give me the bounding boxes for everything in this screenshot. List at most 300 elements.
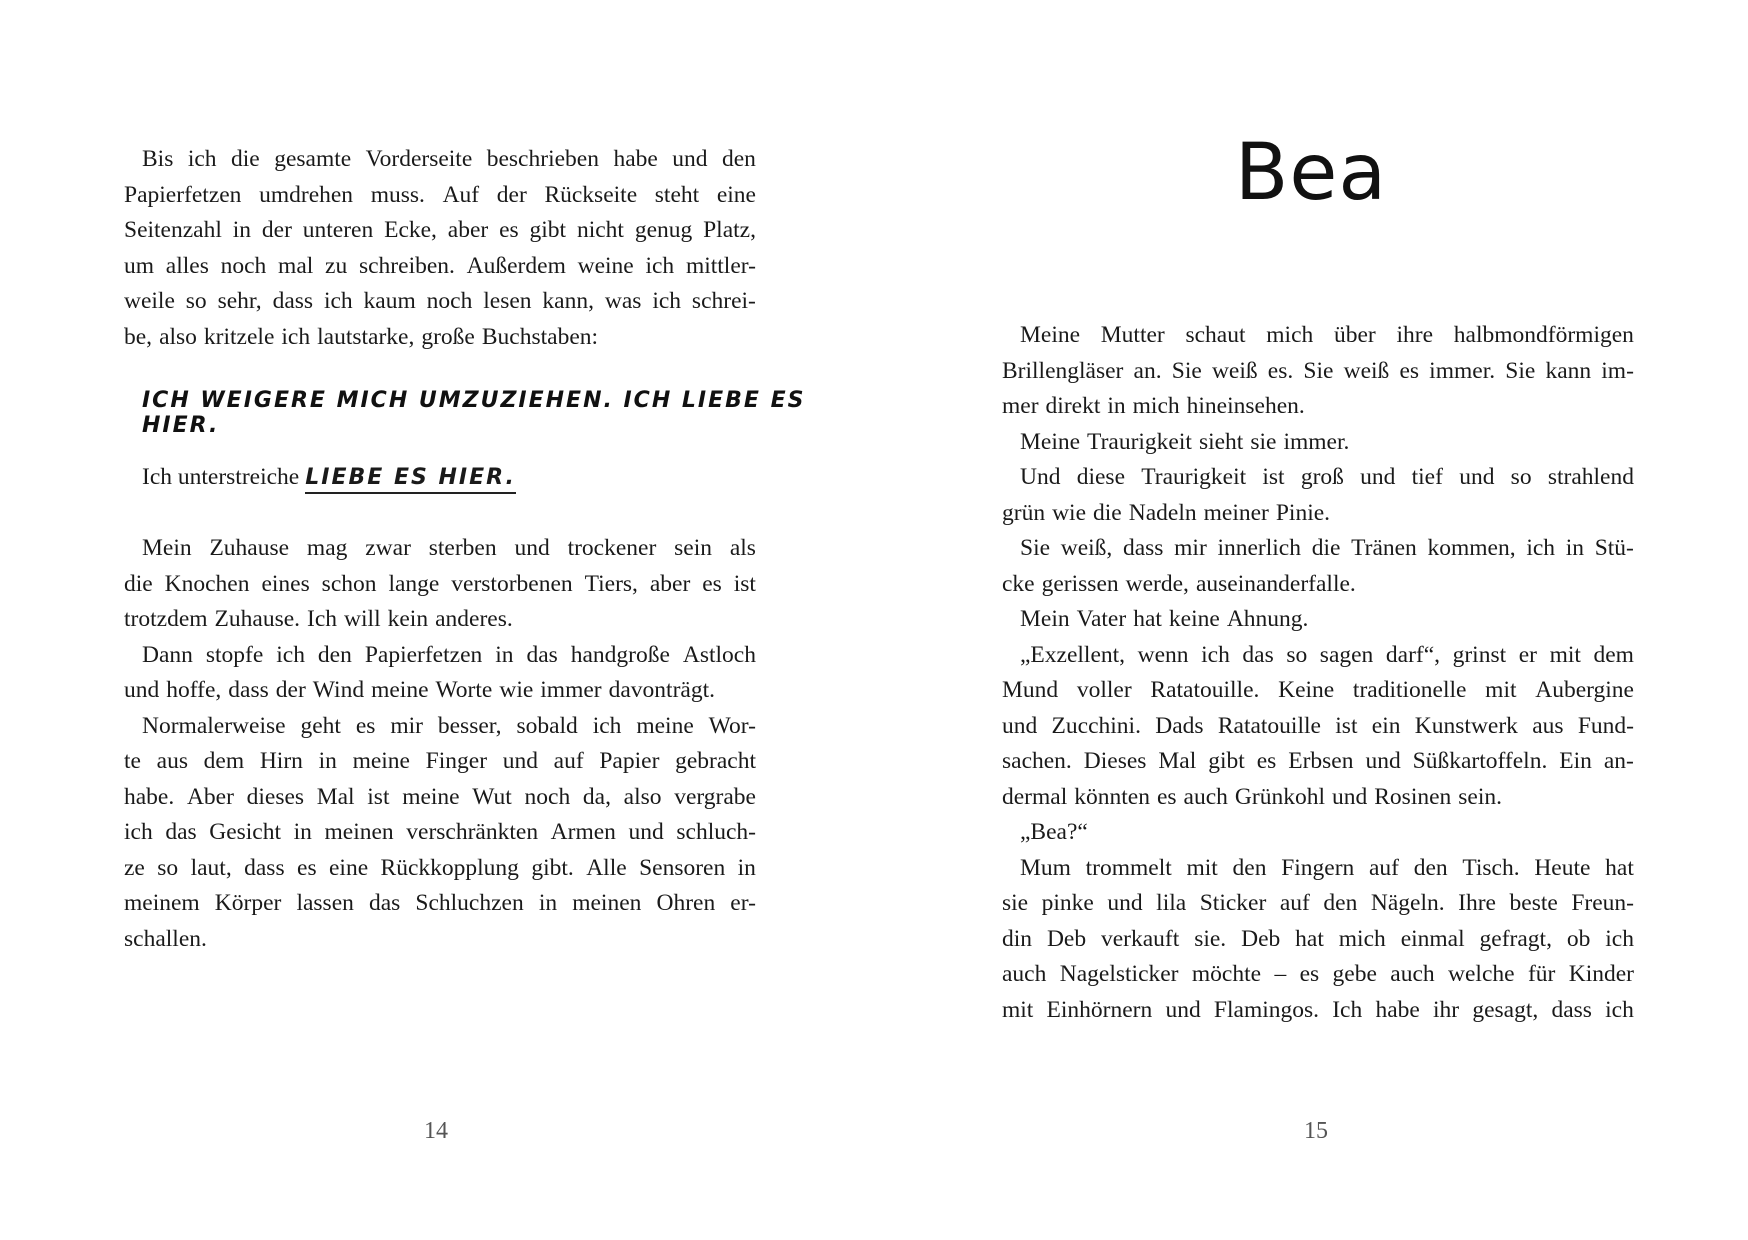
word: in [1565, 535, 1584, 561]
word: beschrieben [486, 146, 599, 172]
chapter-title: Bea [1234, 128, 1388, 218]
right-body-text [1002, 318, 1634, 1028]
word: an- [1603, 748, 1634, 774]
word: keine [1168, 606, 1220, 632]
word: Gesicht [209, 819, 282, 845]
word: trotzdem [124, 606, 208, 632]
word: grinst [1452, 641, 1507, 668]
text-line [1002, 957, 1634, 993]
word: noch [426, 288, 473, 314]
word: trockener [567, 535, 657, 561]
word: meinen [324, 819, 394, 845]
word: er- [730, 890, 756, 916]
word: „Exzellent, [1020, 641, 1126, 668]
word: also [159, 323, 197, 350]
text-line [124, 284, 756, 320]
word: hoffe, [166, 677, 222, 703]
word: Mein [1020, 606, 1070, 632]
word: handgroße [570, 641, 670, 668]
word: Brillengläser [1002, 357, 1124, 384]
word: einmal [1400, 925, 1465, 952]
word: so [1510, 464, 1532, 490]
word: kritzele [203, 323, 275, 350]
word: die [1093, 499, 1122, 526]
word: ihre [1396, 322, 1434, 348]
word: könnten [1074, 783, 1150, 810]
word: das [1242, 641, 1274, 668]
text-line [124, 851, 756, 887]
word: sachen. [1002, 748, 1072, 774]
text-line [1002, 389, 1634, 425]
word: Deb [1241, 925, 1281, 952]
word: Sie [1020, 535, 1051, 561]
word: die [1311, 535, 1341, 561]
word: lila [1156, 890, 1187, 916]
word: den [722, 146, 756, 172]
word: dass [1122, 535, 1164, 561]
word: so [1286, 641, 1308, 668]
word: und [1360, 464, 1396, 490]
word: gibt. [531, 854, 574, 881]
word: Dieses [1083, 748, 1147, 774]
word: Meine [1020, 428, 1081, 455]
word: sobald [516, 712, 578, 739]
word: Tränen [1351, 535, 1417, 561]
right-page [874, 0, 1748, 1240]
word: ich [1526, 535, 1556, 561]
word: weine [577, 252, 634, 279]
text-line [1002, 318, 1634, 354]
word: Sie [1303, 357, 1334, 384]
word: groß [1300, 464, 1344, 490]
text-line [1002, 886, 1634, 922]
word: nicht [576, 217, 624, 243]
word: diese [1076, 464, 1126, 490]
text-line [1002, 815, 1634, 851]
text-line [124, 602, 756, 638]
word: geht [300, 712, 341, 739]
word: sterben [428, 535, 497, 561]
word: laut, [190, 854, 232, 881]
word: Mal [316, 783, 355, 810]
word: verkauft [1101, 925, 1180, 952]
word: lassen [296, 890, 354, 916]
word: schrei- [691, 288, 756, 314]
word: weiß [1343, 357, 1390, 384]
word: der [261, 217, 292, 243]
word: auf [1369, 854, 1400, 881]
word: darf“, [1385, 641, 1441, 668]
word: Auf [442, 181, 480, 208]
word: Erbsen [1288, 748, 1354, 774]
word: meine [402, 783, 460, 810]
text-line [1002, 993, 1634, 1029]
word: und [1107, 890, 1143, 916]
word: Traurigkeit [1141, 464, 1247, 490]
word: dass [244, 854, 285, 881]
word: Vorderseite [365, 146, 473, 172]
word: Einhörnern [1046, 996, 1153, 1023]
word: kann [1545, 357, 1592, 384]
word: Außerdem [466, 252, 566, 279]
word: pinke [1041, 890, 1094, 916]
text-line [124, 142, 756, 178]
word: Tiers, [584, 570, 638, 597]
word: zu [325, 252, 348, 279]
text-line [1002, 709, 1634, 745]
underlined-handwriting: LIEBE ES HIER. [305, 465, 516, 494]
word: din [1002, 925, 1033, 952]
word: schon [321, 570, 377, 597]
word: alles [165, 252, 209, 279]
word: mich [1266, 322, 1314, 348]
word: Alle [586, 854, 627, 881]
word: Dads [1155, 712, 1204, 739]
word: und [1002, 712, 1038, 739]
word: Seitenzahl [124, 217, 222, 243]
word: gesamte [274, 146, 352, 172]
word: Mein [142, 535, 192, 561]
word: dieses [246, 783, 305, 810]
word: innerlich [1217, 535, 1301, 561]
word: das [526, 641, 558, 668]
text-line [1002, 780, 1634, 816]
word: in [1107, 393, 1126, 419]
word: Ich [307, 606, 338, 632]
word: traditionelle [1352, 677, 1467, 703]
word: Mutter [1100, 322, 1165, 348]
word: hat [1605, 854, 1634, 881]
word: davonträgt. [608, 677, 715, 703]
word: Finger [425, 748, 488, 774]
left-paragraph-1 [124, 142, 756, 355]
word: Rückseite [544, 181, 638, 208]
word: Worte [435, 677, 493, 703]
word: Kinder [1568, 961, 1634, 987]
page-number-right: 15 [1304, 1118, 1328, 1144]
word: dass [272, 288, 314, 314]
word: sie. [1194, 925, 1227, 952]
word: Hirn [259, 748, 303, 774]
word: ich [652, 288, 682, 314]
word: der [275, 677, 306, 703]
text-line [124, 922, 756, 958]
word: dem [1593, 641, 1634, 668]
word: sein [674, 535, 712, 561]
word: sein. [1458, 783, 1503, 810]
word: eine [329, 854, 369, 881]
word: das [368, 890, 401, 916]
word: habe. [124, 783, 175, 810]
word: welche [1448, 961, 1515, 987]
word: ein [1371, 712, 1401, 739]
word: immer [540, 677, 602, 703]
text-line [1002, 602, 1634, 638]
word: mit [1549, 641, 1581, 668]
word: Papierfetzen [124, 181, 242, 208]
word: sagen [1319, 641, 1374, 668]
word: meine [371, 677, 429, 703]
word: te [124, 748, 141, 774]
word: weiß, [1060, 535, 1113, 561]
word: Pinie. [1275, 499, 1331, 526]
word: gebe [1332, 961, 1377, 987]
word: ich [592, 712, 622, 739]
word: hat [1133, 606, 1162, 632]
word: ist [1335, 712, 1358, 739]
word: Ahnung. [1226, 606, 1309, 632]
word: ich [323, 288, 353, 314]
word: möchte [1191, 961, 1262, 987]
word: meinen [572, 890, 642, 916]
word: ihr [1433, 996, 1460, 1023]
text-line [1002, 922, 1634, 958]
word: in [495, 641, 514, 668]
word: es [1399, 357, 1420, 384]
word: gerissen [1041, 570, 1119, 597]
word: im- [1601, 357, 1634, 384]
word: in [232, 217, 252, 243]
word: auseinanderfalle. [1195, 570, 1356, 597]
word: Astloch [682, 641, 756, 668]
word: in [538, 890, 558, 916]
word: und [502, 748, 538, 774]
word: was [604, 288, 642, 314]
word: muss. [370, 181, 425, 208]
text-line [1002, 638, 1634, 674]
word: Keine [1278, 677, 1335, 703]
word: lautstarke, [317, 323, 415, 350]
word: Platz, [703, 217, 756, 243]
word: so [157, 854, 179, 881]
word: tief [1411, 464, 1443, 490]
word: Ecke, [384, 217, 437, 243]
word: wie [499, 677, 534, 703]
word: schaut [1185, 322, 1246, 348]
word: wie [1052, 499, 1087, 526]
word: genug [634, 217, 693, 243]
word: verstorbenen [451, 570, 573, 597]
word: Nägeln. [1370, 890, 1445, 916]
word: und [672, 146, 708, 172]
word: kaum [363, 288, 416, 314]
word: Aubergine [1535, 677, 1634, 703]
word: Sie [1505, 357, 1536, 384]
text-line [1002, 851, 1634, 887]
word: noch [220, 252, 267, 279]
word: mer [1002, 393, 1039, 419]
word: ist [367, 783, 390, 810]
word: da, [582, 783, 611, 810]
word: und [124, 677, 160, 703]
word: den [1323, 890, 1358, 916]
word: ze [124, 854, 145, 881]
word: und [1165, 996, 1201, 1023]
text-line [1002, 531, 1634, 567]
word: Zuhause. [214, 606, 301, 632]
word: gibt [1208, 748, 1245, 774]
word: es [1299, 961, 1320, 987]
word: will [344, 606, 381, 632]
word: mich [1132, 393, 1180, 419]
word: immer. [1283, 428, 1350, 455]
word: mittler- [685, 252, 756, 279]
word: und [628, 819, 664, 845]
word: strahlend [1547, 464, 1634, 490]
word: auch [1002, 961, 1047, 987]
text-line [1002, 567, 1634, 603]
word: meinem [124, 890, 200, 916]
word: beste [1509, 890, 1558, 916]
word: ich [281, 323, 311, 350]
word: gebracht [675, 748, 756, 774]
word: Grünkohl [1234, 783, 1325, 810]
word: meine [352, 748, 410, 774]
word: Fund- [1577, 712, 1634, 739]
word: über [1334, 322, 1376, 348]
word: ich [1605, 925, 1634, 952]
left-paragraph-2 [124, 531, 756, 957]
word: die [124, 570, 153, 597]
word: der [496, 181, 527, 208]
word: umdrehen [259, 181, 354, 208]
word: Kunstwerk [1414, 712, 1518, 739]
word: meine [636, 712, 694, 739]
word: ob [1566, 925, 1591, 952]
word: so [185, 288, 207, 314]
word: Freun- [1571, 890, 1634, 916]
word: Papierfetzen [364, 641, 483, 668]
word: lesen [483, 288, 532, 314]
word: mit [1485, 677, 1517, 703]
word: unteren [302, 217, 374, 243]
word: Traurigkeit [1087, 428, 1192, 455]
word: besser, [437, 712, 502, 739]
word: auf [1279, 890, 1310, 916]
word: ist [1262, 464, 1285, 490]
word: gefragt, [1479, 925, 1552, 952]
word: in [737, 854, 756, 881]
word: zwar [365, 535, 411, 561]
word: aber [649, 570, 691, 597]
word: Ratatouille. [1150, 677, 1260, 703]
word: cke [1002, 570, 1035, 597]
text-line [124, 213, 756, 249]
word: es [297, 854, 317, 881]
word: mir [1174, 535, 1207, 561]
text-line [124, 780, 756, 816]
word: lange [388, 570, 440, 597]
word: dermal [1002, 783, 1068, 810]
underline-prefix: Ich unterstreiche [142, 464, 300, 490]
word: Papier [599, 748, 660, 774]
word: aus [156, 748, 188, 774]
word: es [1156, 783, 1177, 810]
word: den [1413, 854, 1448, 881]
text-line [124, 709, 756, 745]
word: habe [613, 146, 658, 172]
word: mag [306, 535, 348, 561]
word: immer. [1429, 357, 1496, 384]
word: Knochen [164, 570, 250, 597]
word: es [355, 712, 376, 739]
word: grün [1002, 499, 1046, 526]
word: es [1256, 748, 1277, 774]
word: vergrabe [674, 783, 756, 810]
word: Nadeln [1128, 499, 1197, 526]
word: ich [276, 641, 305, 668]
word: Tisch. [1462, 854, 1520, 881]
word: das [165, 819, 197, 845]
word: dem [203, 748, 245, 774]
word: Deb [1046, 925, 1087, 952]
word: aus [1532, 712, 1564, 739]
word: Ratatouille [1217, 712, 1321, 739]
word: Armen [550, 819, 616, 845]
text-line [124, 567, 756, 603]
text-line [124, 531, 756, 567]
word: noch [524, 783, 571, 810]
word: ich [1201, 641, 1230, 668]
word: sie [1002, 890, 1029, 916]
text-line [1002, 744, 1634, 780]
word: Körper [214, 890, 282, 916]
word: habe [1375, 996, 1420, 1023]
text-line [124, 744, 756, 780]
word: ich [124, 819, 153, 845]
text-line [1002, 460, 1634, 496]
page-number-left: 14 [424, 1118, 448, 1144]
word: und [1459, 464, 1495, 490]
text-line [124, 815, 756, 851]
word: steht [654, 181, 700, 208]
word: für [1527, 961, 1556, 987]
word: dass [228, 677, 269, 703]
word: und [1332, 783, 1368, 810]
word: Ihre [1458, 890, 1496, 916]
word: wenn [1137, 641, 1189, 668]
word: Bis [142, 146, 174, 172]
word: schreiben. [358, 252, 455, 279]
word: eine [716, 181, 756, 208]
word: ist [733, 570, 756, 597]
word: ich [187, 146, 217, 172]
word: und [1365, 748, 1401, 774]
word: Ich [1332, 996, 1363, 1023]
word: Zuhause [209, 535, 290, 561]
word: kann, [542, 288, 594, 314]
word: sieht [1198, 428, 1244, 455]
word: an. [1133, 357, 1162, 384]
word: Dann [142, 641, 193, 668]
word: Sticker [1199, 890, 1267, 916]
word: es. [1267, 357, 1294, 384]
word: große [421, 323, 475, 350]
word: Normalerweise [142, 712, 286, 739]
word: sie [1250, 428, 1277, 455]
word: weiß [1211, 357, 1258, 384]
word: weile [124, 288, 175, 314]
word: Vater [1076, 606, 1127, 632]
word: Flamingos. [1213, 996, 1320, 1023]
word: anderes. [435, 606, 513, 632]
word: Und [1020, 464, 1061, 490]
word: Mund [1002, 677, 1059, 703]
word: Stü- [1594, 535, 1634, 561]
word: also [623, 783, 662, 810]
word: auch [1390, 961, 1435, 987]
word: auf [553, 748, 584, 774]
